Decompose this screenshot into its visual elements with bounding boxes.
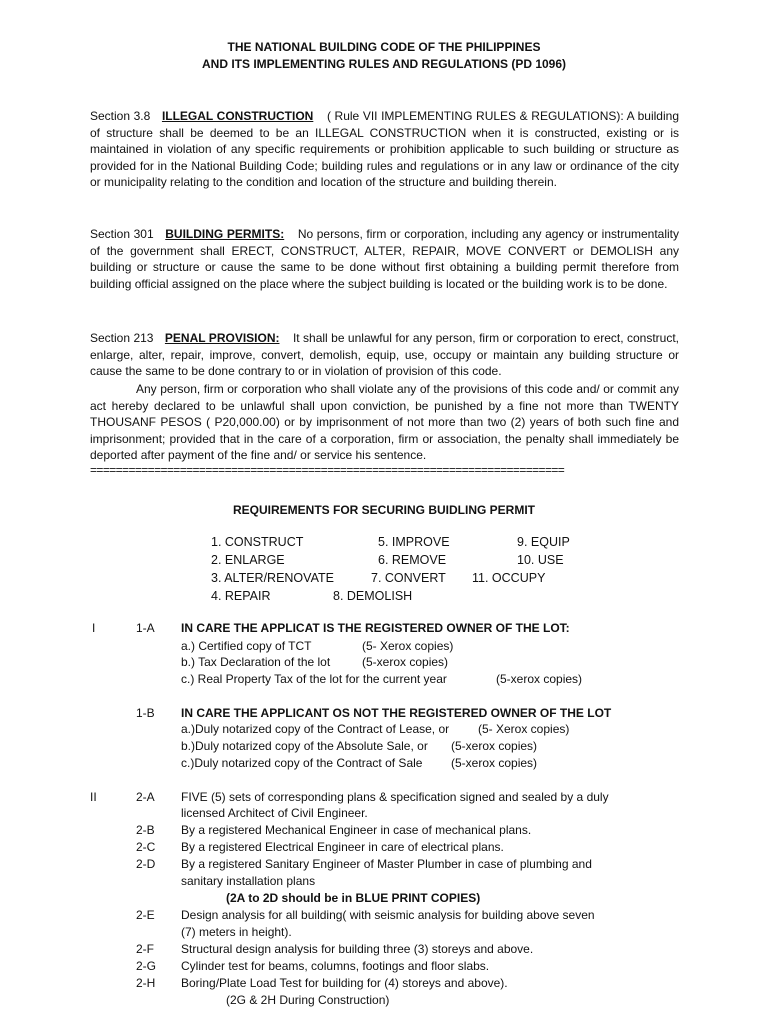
copies-note: (5-xerox copies) [451,739,538,753]
roman-numeral: II [90,790,97,804]
item-text: By a registered Electrical Engineer in care of electrical plans. [181,840,504,854]
section-number: Section 301 [90,227,154,241]
list-item: a.)Duly notarized copy of the Contract of Lease, or [181,722,450,736]
copies-note: (5-xerox copies) [496,672,583,686]
item-code: 2-A [136,790,155,804]
section-number: Section 213 [90,331,154,345]
item-text: By a registered Sanitary Engineer of Master Plumber in case of plumbing and [181,857,592,871]
item-code: 2-C [136,840,156,854]
section-heading: ILLEGAL CONSTRUCTION [161,109,314,123]
item-text: Structural design analysis for building three (3) storeys and above. [181,942,534,956]
section-number: Section 3.8 [90,109,151,123]
item-code: 2-F [136,942,154,956]
requirements-title: REQUIREMENTS FOR SECURING BUIDLING PERMIT [232,503,535,517]
separator-line: ========================================================================== [90,463,565,477]
section-301 [90,226,679,292]
section-body: It shall be unlawful for any person, firm or corporation to erect, construct, enlarge, alter, repair, improve, convert, demolish, equip, use, occupy or maintain any building structure or cause the same to be done contrary to or in violation of provision of this code. [90,331,679,379]
item-text: licensed Architect of Civil Engineer. [181,806,368,820]
copies-note: (5-xerox copies) [362,655,449,669]
act-item: 7. CONVERT [371,571,446,585]
list-item: a.) Certified copy of TCT [181,639,312,653]
list-item: b.)Duly notarized copy of the Absolute Sale, or [181,739,428,753]
list-item: c.)Duly notarized copy of the Contract of Sale [181,756,423,770]
act-item: 2. ENLARGE [211,553,285,567]
blueprint-note: (2A to 2D should be in BLUE PRINT COPIES) [226,891,481,905]
section-body: ( Rule VII IMPLEMENTING RULES & REGULATIONS): A building of structure shall be deemed to be an ILLEGAL CONSTRUCTION when it is constructed, existing or is maintained in violation of any specific requirements or prohibition applicable to such building or structure as provided for in the National Building Code; building rules and regulations or in any law or ordinance of the city or municipality relating to the condition and location of the structure and building therein. [90,109,679,190]
list-item: c.) Real Property Tax of the lot for the current year [181,672,447,686]
item-code: 2-B [136,823,155,837]
item-text: By a registered Mechanical Engineer in case of mechanical plans. [181,823,532,837]
act-item: 8. DEMOLISH [333,589,413,603]
item-text: Boring/Plate Load Test for building for (4) storeys and above). [181,976,508,990]
document-title-line1: THE NATIONAL BUILDING CODE OF THE PHILIPPINES [227,40,541,54]
item-code: 1-B [136,706,155,720]
act-item: 11. OCCUPY [472,571,546,585]
act-item: 1. CONSTRUCT [211,535,304,549]
item-text: FIVE (5) sets of corresponding plans & specification signed and sealed by a duly [181,790,609,804]
item-text: Design analysis for all building( with seismic analysis for building above seven [181,908,595,922]
item-code: 2-E [136,908,155,922]
roman-numeral: I [92,621,96,635]
copies-note: (5- Xerox copies) [362,639,454,653]
item-text: sanitary installation plans [181,874,316,888]
item-heading: IN CARE THE APPLICANT OS NOT THE REGISTERED OWNER OF THE LOT [181,706,612,720]
list-item: b.) Tax Declaration of the lot [181,655,331,669]
item-code: 2-G [136,959,157,973]
item-code: 2-D [136,857,156,871]
construction-note: (2G & 2H During Construction) [226,993,390,1007]
act-item: 4. REPAIR [211,589,271,603]
item-heading: IN CARE THE APPLICAT IS THE REGISTERED OWNER OF THE LOT: [181,621,570,635]
section-heading: BUILDING PERMITS: [165,227,285,241]
copies-note: (5- Xerox copies) [478,722,570,736]
act-item: 6. REMOVE [378,553,447,567]
item-text: Cylinder test for beams, columns, footings and floor slabs. [181,959,490,973]
act-item: 3. ALTER/RENOVATE [211,571,334,585]
section-213-penalty: Any person, firm or corporation who shall violate any of the provisions of this code and/ or commit any act hereby declared to be unlawful shall upon conviction, be punished by a fine not more than TWENTY THOUSANF PESOS ( P20,000.00) or by imprisonment of not more than two (2) years of both such fine and imprisonment; provided that in the care of a corporation, firm or association, the penalty shall immediately be deported after payment of the fine and/ or service his sentence. [90,382,679,463]
section-3-8 [90,108,679,191]
act-item: 5. IMPROVE [378,535,450,549]
act-item: 10. USE [517,553,564,567]
section-body: No persons, firm or corporation, including any agency or instrumentality of the government shall ERECT, CONSTRUCT, ALTER, REPAIR, MOVE CONVERT or DEMOLISH any building or structure or cause the same to be done without first obtaining a building permit therefore from building official assigned on the place where the subject building is located or the building work is to be done. [90,227,680,291]
section-heading: PENAL PROVISION: [164,331,280,345]
document-title-line2: AND ITS IMPLEMENTING RULES AND REGULATIONS (PD 1096) [201,57,567,71]
section-213 [90,330,679,380]
act-item: 9. EQUIP [517,535,570,549]
item-code: 2-H [136,976,156,990]
copies-note: (5-xerox copies) [451,756,538,770]
item-code: 1-A [136,621,155,635]
item-text: (7) meters in height). [181,925,292,939]
